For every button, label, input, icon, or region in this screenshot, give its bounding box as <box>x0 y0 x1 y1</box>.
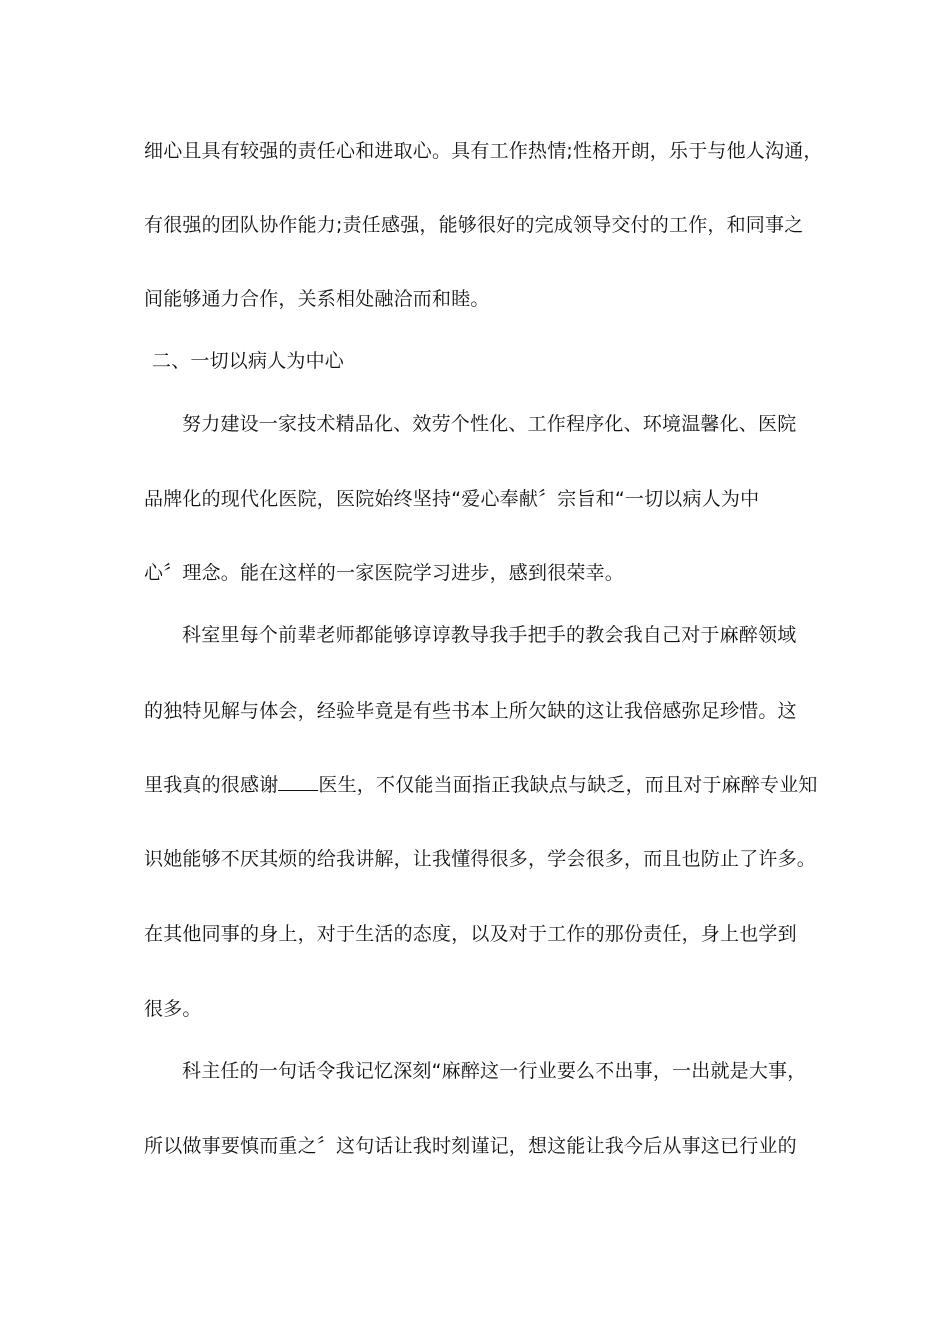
paragraph-line: 很多。 <box>144 998 202 1020</box>
line-text-before-blank: 里我真的很感谢 <box>144 774 279 796</box>
paragraph-line: 有很强的团队协作能力;责任感强，能够很好的完成领导交付的工作，和同事之 <box>144 214 804 236</box>
paragraph-line: 科室里每个前辈老师都能够谆谆教导我手把手的教会我自己对于麻醉领域 <box>182 624 797 646</box>
paragraph-line: 间能够通力合作，关系相处融洽而和睦。 <box>144 288 490 310</box>
paragraph-line: 努力建设一家技术精品化、效劳个性化、工作程序化、环境温馨化、医院 <box>182 413 797 435</box>
paragraph-line: 的独特见解与体会，经验毕竟是有些书本上所欠缺的这让我倍感弥足珍惜。这 <box>144 700 797 722</box>
paragraph-line: 品牌化的现代化医院，医院始终坚持“爱心奉献〞宗旨和“一切以病人为中 <box>144 488 760 510</box>
fill-in-blank <box>278 772 318 791</box>
paragraph-line <box>144 772 818 798</box>
paragraph-line: 心〞理念。能在这样的一家医院学习进步，感到很荣幸。 <box>144 562 625 584</box>
paragraph-line: 识她能够不厌其烦的给我讲解，让我懂得很多，学会很多，而且也防止了许多。 <box>144 848 817 870</box>
section-heading: 二、一切以病人为中心 <box>152 350 345 372</box>
paragraph-line: 细心且具有较强的责任心和进取心。具有工作热情;性格开朗，乐于与他人沟通， <box>144 140 823 162</box>
paragraph-line: 在其他同事的身上，对于生活的态度，以及对于工作的那份责任，身上也学到 <box>144 923 797 945</box>
paragraph-line: 科主任的一句话令我记忆深刻“麻醉这一行业要么不出事，一出就是大事， <box>182 1060 807 1082</box>
paragraph-line: 所以做事要慎而重之〞这句话让我时刻谨记，想这能让我今后从事这已行业的 <box>144 1135 797 1157</box>
line-text-after-blank: 医生，不仅能当面指正我缺点与缺乏，而且对于麻醉专业知 <box>318 774 818 796</box>
